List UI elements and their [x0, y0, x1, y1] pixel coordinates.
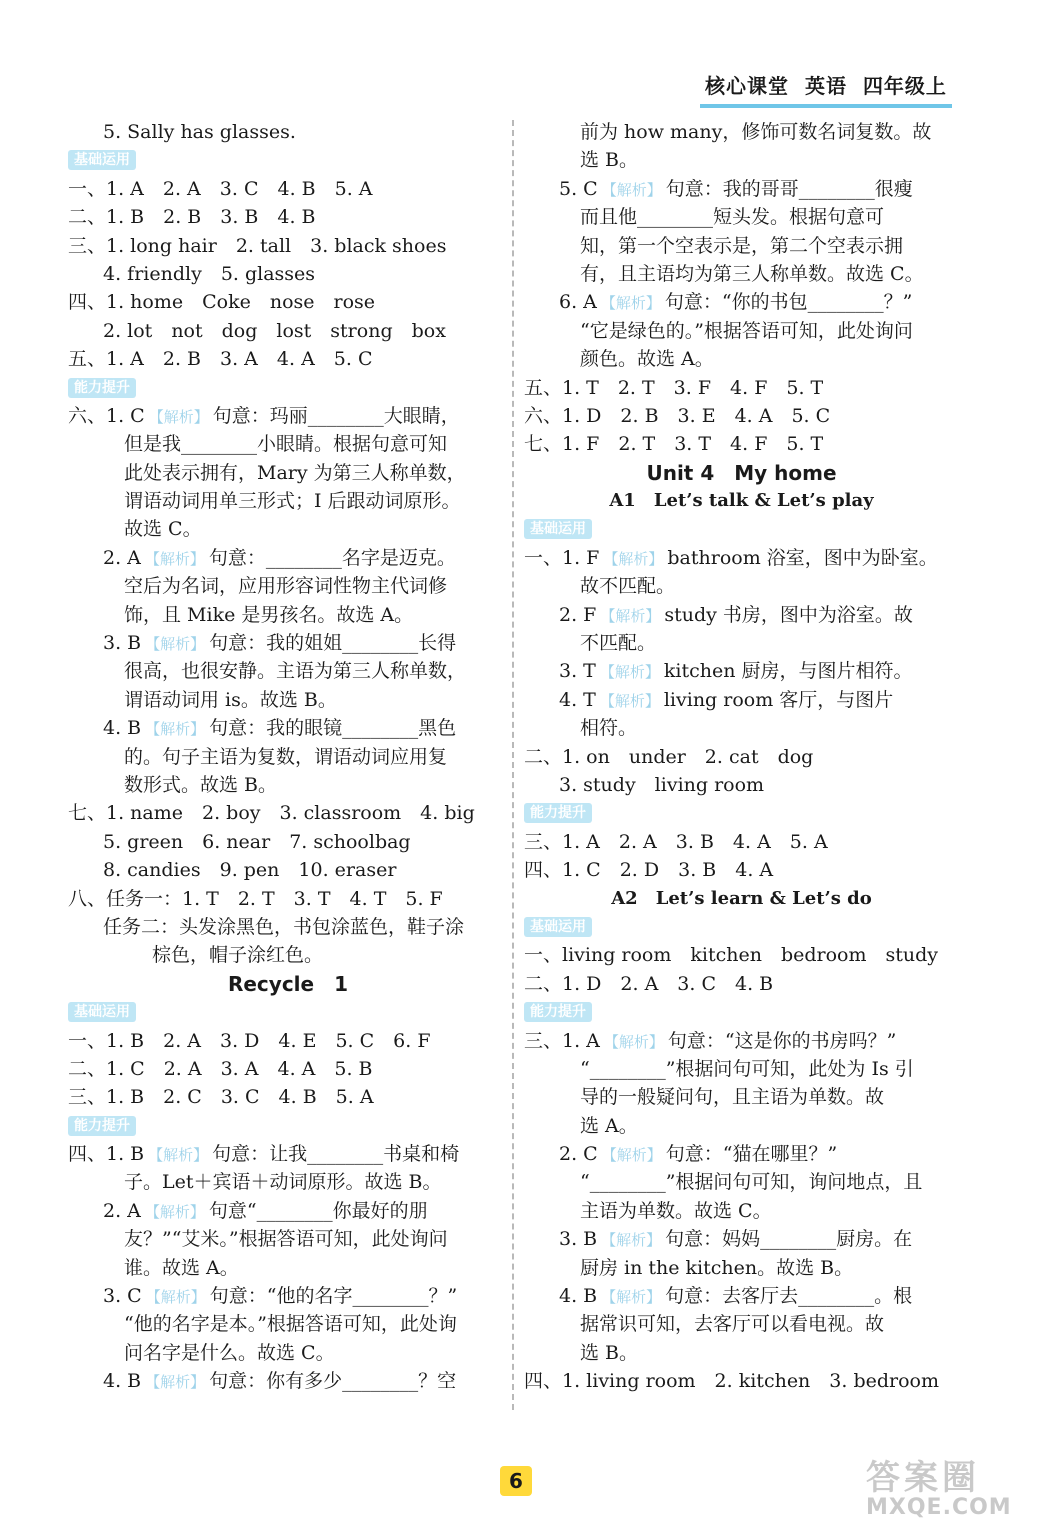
answer-line: “他的名字是本。”根据答语可知，此处询 [124, 1313, 457, 1336]
answer-key: 四、1. B [68, 1143, 145, 1166]
analysis-text: study 书房，图中为浴室。故 [664, 603, 913, 626]
answer-line: 二、1. B 2. B 3. B 4. B [68, 206, 316, 229]
answer-line: 不匹配。 [580, 632, 657, 655]
section-badge-row [68, 374, 508, 402]
watermark-line1: 答案圈 [866, 1458, 980, 1498]
answer-line [68, 1282, 508, 1310]
answer-line: 导的一般疑问句，且主语为单数。故 [580, 1086, 885, 1109]
answer-line: 一、living room kitchen bedroom study [524, 944, 939, 967]
section-badge: 能力提升 [68, 1116, 136, 1136]
watermark-logo [866, 1450, 1036, 1528]
answer-line: 数形式。故选 B。 [124, 773, 278, 796]
left-column [68, 118, 508, 1396]
section-title: Unit 4 My home [646, 460, 837, 485]
analysis-tag: 【解析】 [144, 1202, 205, 1221]
answer-line: 二、1. D 2. A 3. C 4. B [524, 972, 774, 995]
answer-line [524, 686, 959, 714]
section-badge: 能力提升 [524, 1002, 592, 1022]
answer-line [68, 544, 508, 572]
answer-line [524, 601, 959, 629]
analysis-text: 句意：玛丽________大眼睛， [212, 404, 460, 427]
answer-key: 4. B [103, 717, 142, 740]
answer-line [524, 657, 959, 685]
answer-line: 五、1. T 2. T 3. F 4. F 5. T [524, 376, 824, 399]
answer-line: 八、任务一：1. T 2. T 3. T 4. T 5. F [68, 887, 443, 910]
answer-line: 二、1. C 2. A 3. A 4. A 5. B [68, 1057, 373, 1080]
answer-line: “________”根据问句可知，此处为 Is 引 [580, 1057, 914, 1080]
answer-line: 问名字是什么。故选 C。 [124, 1341, 335, 1364]
subject-label: 英语 [804, 74, 847, 98]
analysis-tag: 【解析】 [148, 407, 209, 426]
answer-line [524, 175, 959, 203]
answer-line: 而且他________短头发。根据句意可 [580, 206, 885, 229]
answer-line: 颜色。故选 A。 [580, 348, 714, 371]
analysis-tag: 【解析】 [599, 691, 660, 710]
answer-key: 2. C [559, 1143, 598, 1166]
analysis-text: 句意：去客厅去________。根 [665, 1285, 913, 1308]
analysis-tag: 【解析】 [603, 1032, 664, 1051]
answer-line: 三、1. A 2. A 3. B 4. A 5. A [524, 830, 828, 853]
answer-line [68, 402, 508, 430]
analysis-text: living room 客厅，与图片 [663, 688, 894, 711]
answer-line: 七、1. name 2. boy 3. classroom 4. big [68, 802, 475, 825]
answer-line: 友？”“艾米。”根据答语可知，此处询问 [124, 1228, 448, 1251]
answer-line: 棕色，帽子涂红色。 [152, 944, 324, 967]
answer-line: 选 A。 [580, 1114, 638, 1137]
analysis-tag: 【解析】 [145, 1373, 206, 1392]
answer-line [68, 1367, 508, 1395]
answer-key: 4. B [559, 1285, 598, 1308]
analysis-text: 句意“________你最好的朋 [208, 1199, 428, 1222]
answer-line: 饰，且 Mike 是男孩名。故选 A。 [124, 603, 414, 626]
book-title: 核心课堂 [705, 74, 789, 98]
answer-line [524, 1140, 959, 1168]
answer-line [68, 714, 508, 742]
section-badge: 基础运用 [524, 917, 592, 937]
answer-key: 3. B [103, 632, 142, 655]
analysis-text: kitchen 厨房，与图片相符。 [663, 660, 913, 683]
section-badge: 基础运用 [68, 1002, 136, 1022]
analysis-tag: 【解析】 [600, 606, 661, 625]
answer-key: 3. B [559, 1228, 598, 1251]
answer-key: 2. A [103, 546, 141, 569]
analysis-tag: 【解析】 [601, 1231, 662, 1250]
column-divider [512, 120, 514, 1410]
header-rule [700, 104, 952, 108]
answer-line: 故选 C。 [124, 518, 202, 541]
answer-key: 5. C [559, 177, 598, 200]
analysis-tag: 【解析】 [601, 1288, 662, 1307]
answer-line: 二、1. on under 2. cat dog [524, 745, 814, 768]
section-title: Recycle 1 [227, 971, 349, 996]
analysis-text: 句意：“他的名字________？” [209, 1285, 458, 1308]
answer-line: 但是我________小眼睛。根据句意可知 [124, 433, 448, 456]
answer-line: 谓语动词用 is。故选 B。 [124, 688, 337, 711]
answer-line: 六、1. D 2. B 3. E 4. A 5. C [524, 404, 831, 427]
lesson-subtitle: A2 Let’s learn & Let’s do [611, 887, 872, 909]
answer-key: 六、1. C [68, 404, 145, 427]
right-column [524, 118, 959, 1396]
answer-key: 一、1. F [524, 546, 600, 569]
analysis-tag: 【解析】 [145, 1288, 206, 1307]
answer-line: 据常识可知，去客厅可以看电视。故 [580, 1313, 885, 1336]
analysis-text: 句意：妈妈________厨房。在 [665, 1228, 913, 1251]
answer-line: 七、1. F 2. T 3. T 4. F 5. T [524, 433, 824, 456]
analysis-tag: 【解析】 [603, 549, 664, 568]
answer-key: 4. B [103, 1370, 142, 1393]
answer-key: 2. F [559, 603, 597, 626]
answer-line: 三、1. long hair 2. tall 3. black shoes [68, 234, 447, 257]
answer-line: 任务二：头发涂黑色，书包涂蓝色，鞋子涂 [103, 915, 465, 938]
answer-line: 四、1. C 2. D 3. B 4. A [524, 859, 774, 882]
section-badge: 能力提升 [524, 803, 592, 823]
answer-line: 主语为单数。故选 C。 [580, 1199, 772, 1222]
analysis-text: 句意：“你的书包________？” [664, 291, 913, 314]
page-number: 6 [500, 1466, 532, 1496]
answer-line: 一、1. A 2. A 3. C 4. B 5. A [68, 177, 373, 200]
analysis-tag: 【解析】 [601, 180, 662, 199]
section-badge-row [524, 799, 959, 827]
answer-line: “它是绿色的。”根据答语可知，此处询问 [580, 319, 913, 342]
section-badge: 基础运用 [68, 150, 136, 170]
answer-line: 四、1. home Coke nose rose [68, 291, 376, 314]
answer-line: 有，且主语均为第三人称单数。故选 C。 [580, 262, 924, 285]
answer-line: 谁。故选 A。 [124, 1256, 239, 1279]
analysis-text: 句意：我的眼镜________黑色 [209, 717, 457, 740]
answer-key: 6. A [559, 291, 597, 314]
analysis-text: 句意：我的姐姐________长得 [209, 632, 457, 655]
answer-key: 三、1. A [524, 1029, 600, 1052]
section-badge: 能力提升 [68, 378, 136, 398]
answer-key: 4. T [559, 688, 596, 711]
section-badge-row [524, 515, 959, 543]
answer-line [68, 629, 508, 657]
running-header [705, 70, 955, 99]
analysis-text: 句意：________名字是迈克。 [208, 546, 456, 569]
section-badge-row [68, 998, 508, 1026]
section-badge: 基础运用 [524, 519, 592, 539]
answer-line: 5. Sally has glasses. [103, 121, 296, 143]
answer-line: 2. lot not dog lost strong box [103, 319, 446, 342]
answer-line: 前为 how many，修饰可数名词复数。故 [580, 121, 932, 143]
analysis-tag: 【解析】 [145, 720, 206, 739]
analysis-text: bathroom 浴室，图中为卧室。 [667, 546, 938, 569]
analysis-text: 句意：我的哥哥________很瘦 [665, 177, 913, 200]
answer-key: 3. C [103, 1285, 142, 1308]
analysis-text: 句意：你有多少________？空 [209, 1370, 457, 1393]
answer-line: 5. green 6. near 7. schoolbag [103, 830, 411, 853]
watermark-line2: MXQE.COM [866, 1495, 1012, 1520]
analysis-tag: 【解析】 [601, 1146, 662, 1165]
answer-line: 的。句子主语为复数，谓语动词应用复 [124, 745, 448, 768]
answer-line [524, 288, 959, 316]
grade-label: 四年级上 [862, 74, 947, 98]
section-badge-row [524, 998, 959, 1026]
answer-line: 此处表示拥有，Mary 为第三人称单数， [124, 461, 466, 484]
answer-line: 四、1. living room 2. kitchen 3. bedroom [524, 1370, 940, 1393]
answer-line: 3. study living room [559, 773, 765, 796]
analysis-tag: 【解析】 [599, 663, 660, 682]
answer-line [68, 1197, 508, 1225]
answer-line [68, 1140, 508, 1168]
answer-line: 故不匹配。 [580, 575, 676, 598]
answer-line: 空后为名词，应用形容词性物主代词修 [124, 575, 448, 598]
answer-line [524, 1027, 959, 1055]
analysis-text: 句意：让我________书桌和椅 [212, 1143, 460, 1166]
answer-line [524, 544, 959, 572]
answer-line: 4. friendly 5. glasses [103, 262, 316, 285]
section-badge-row [68, 146, 508, 174]
answer-line: “________”根据问句可知，询问地点，且 [580, 1171, 923, 1194]
answer-line: 选 B。 [580, 149, 639, 172]
answer-line: 谓语动词用单三形式；I 后跟动词原形。 [124, 490, 461, 513]
analysis-tag: 【解析】 [145, 635, 206, 654]
answer-line [524, 1282, 959, 1310]
analysis-tag: 【解析】 [600, 294, 661, 313]
answer-line: 选 B。 [580, 1341, 639, 1364]
analysis-text: 句意：“这是你的书房吗？” [667, 1029, 897, 1052]
answer-line: 五、1. A 2. B 3. A 4. A 5. C [68, 348, 373, 371]
answer-line: 厨房 in the kitchen。故选 B。 [580, 1256, 854, 1279]
answer-line: 三、1. B 2. C 3. C 4. B 5. A [68, 1086, 374, 1109]
analysis-tag: 【解析】 [148, 1146, 209, 1165]
analysis-text: 句意：“猫在哪里？” [665, 1143, 838, 1166]
section-badge-row [68, 1112, 508, 1140]
section-badge-row [524, 913, 959, 941]
answer-line [524, 1225, 959, 1253]
answer-line: 子。Let＋宾语＋动词原形。故选 B。 [124, 1171, 442, 1194]
analysis-tag: 【解析】 [144, 549, 205, 568]
answer-line: 8. candies 9. pen 10. eraser [103, 859, 397, 882]
answer-line: 很高，也很安静。主语为第三人称单数， [124, 660, 467, 683]
answer-key: 3. T [559, 660, 596, 683]
answer-key: 2. A [103, 1199, 141, 1222]
answer-line: 一、1. B 2. A 3. D 4. E 5. C 6. F [68, 1029, 431, 1052]
lesson-subtitle: A1 Let’s talk & Let’s play [609, 490, 874, 512]
answer-line: 相符。 [580, 717, 638, 740]
answer-line: 知，第一个空表示是，第二个空表示拥 [580, 234, 904, 257]
